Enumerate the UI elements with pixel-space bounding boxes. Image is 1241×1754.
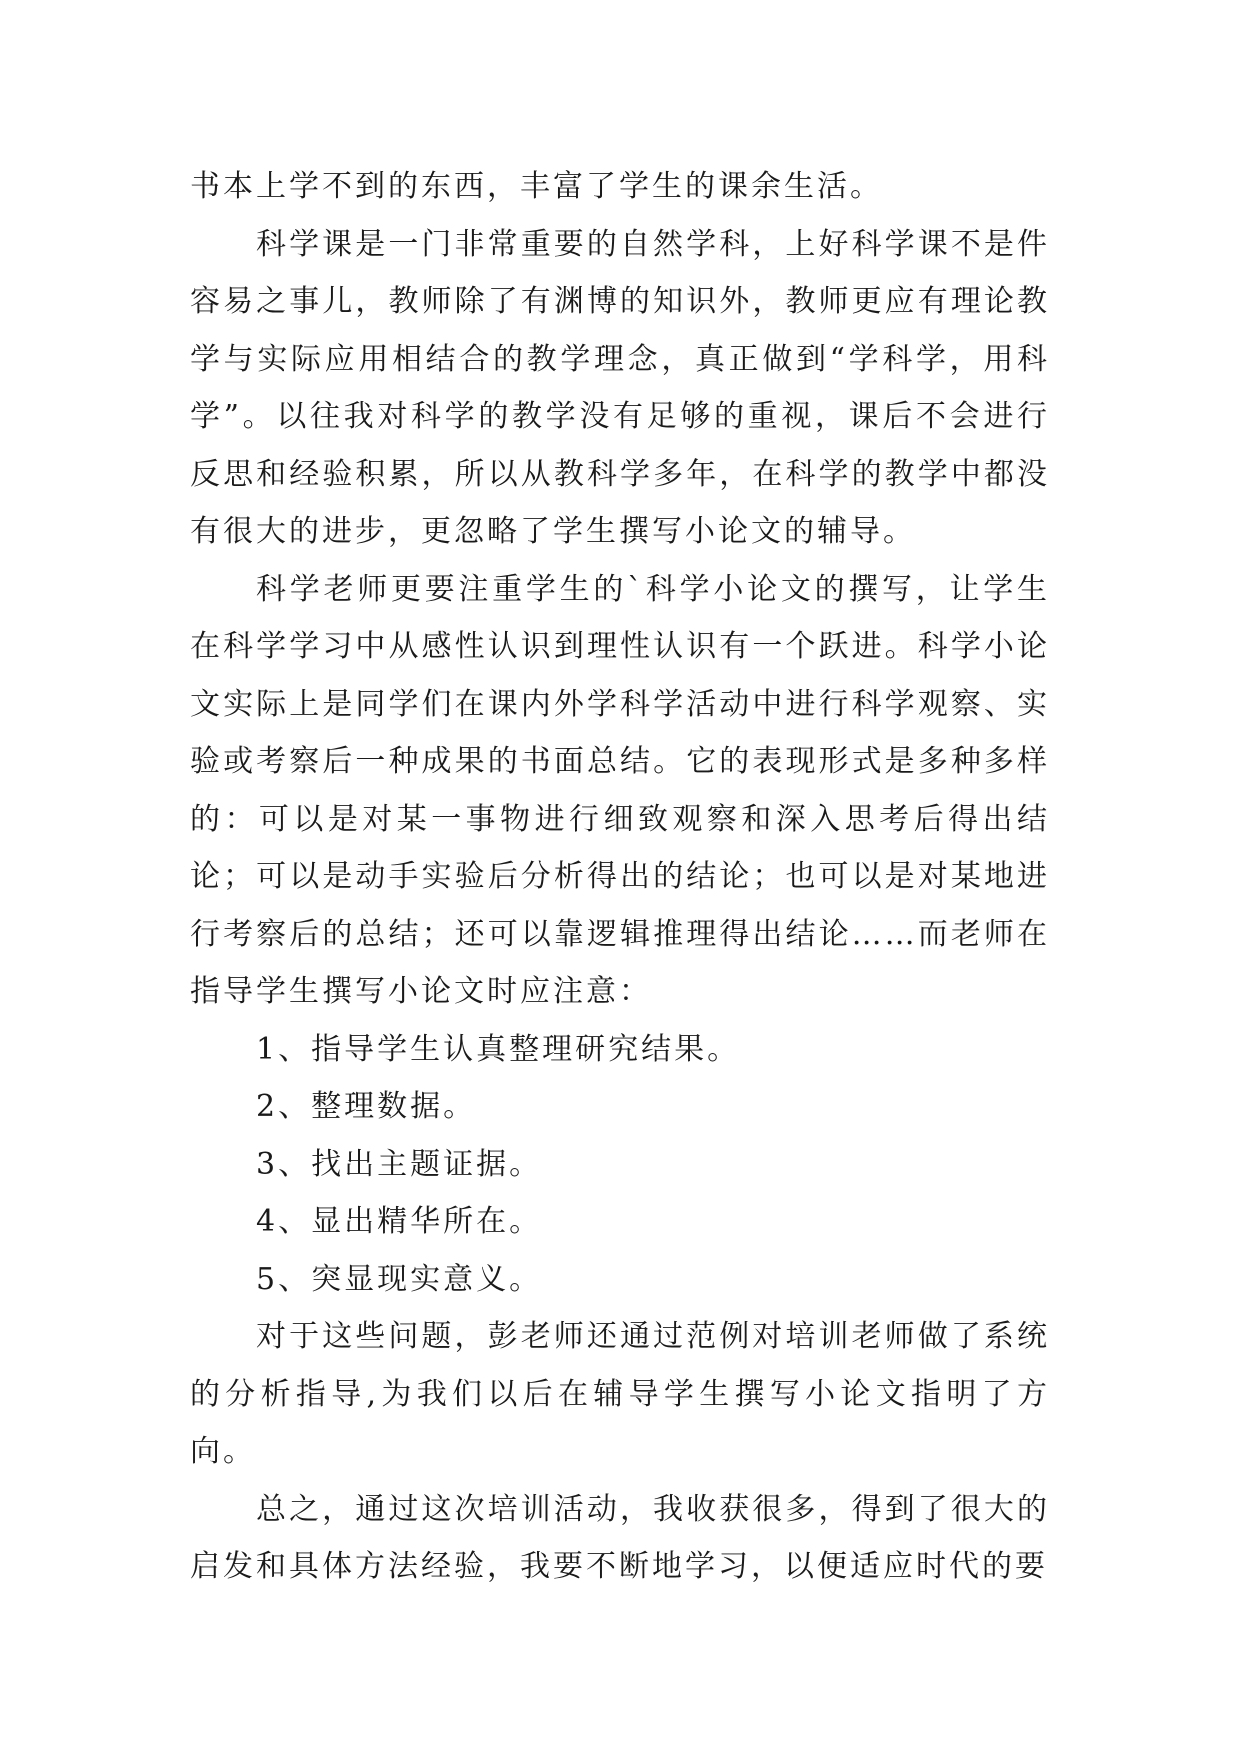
list-item-3: 3、找出主题证据。 bbox=[256, 1146, 543, 1182]
paragraph-teacher-guidance: 对于这些问题，彭老师还通过范例对培训老师做了系统的分析指导,为我们以后在辅导学生撰写小论文指明了方向。 bbox=[190, 1319, 1050, 1469]
list-item-4: 4、显出精华所在。 bbox=[256, 1204, 543, 1239]
paragraph-science-class: 科学课是一门非常重要的自然学科，上好科学课不是件容易之事儿，教师除了有渊博的知识外，教师更应有理论教学与实际应用相结合的教学理念，真正做到“学科学，用科学”。以往我对科学的教学没有足够的重视，课后不会进行反思和经验积累，所以从教科学多年，在科学的教学中都没有很大的进步，更忽略了学生撰写小论文的辅导。 bbox=[190, 226, 1050, 549]
list-item-5: 5、突显现实意义。 bbox=[256, 1261, 543, 1297]
paragraph-continuation: 书本上学不到的东西，丰富了学生的课余生活。 bbox=[190, 169, 883, 204]
list-item-2: 2、整理数据。 bbox=[256, 1089, 477, 1124]
paragraph-science-essay: 科学老师更要注重学生的`科学小论文的撰写，让学生在科学学习中从感性认识到理性认识有一个跃进。科学小论文实际上是同学们在课内外学科学活动中进行科学观察、实验或考察后一种成果的书面总结。它的表现形式是多种多样的：可以是对某一事物进行细致观察和深入思考后得出结论；可以是动手实验后分析得出的结论；也可以是对某地进行考察后的总结；还可以靠逻辑推理得出结论……而老师在指导学生撰写小论文时应注意： bbox=[190, 571, 1050, 1009]
document-body bbox=[190, 158, 1050, 1596]
paragraph-conclusion: 总之，通过这次培训活动，我收获很多，得到了很大的启发和具体方法经验，我要不断地学习，以便适应时代的要 bbox=[190, 1491, 1050, 1584]
list-item-1: 1、指导学生认真整理研究结果。 bbox=[256, 1031, 741, 1067]
